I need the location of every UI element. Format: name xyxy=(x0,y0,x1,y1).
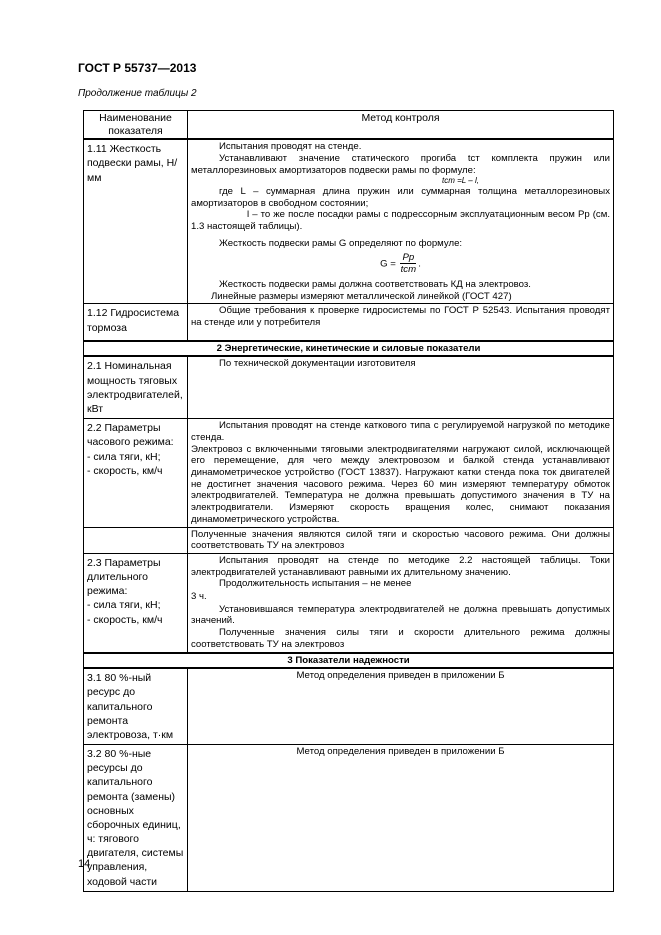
formula-fraction xyxy=(400,252,416,276)
method-text: Жесткость подвески рамы G определяют по формуле: xyxy=(219,237,463,249)
method-text: l – то же после посадки рамы с подрессорным эксплуатационным весом Pр (см. 1.3 настоящей таблицы). xyxy=(191,209,610,233)
method-text: Продолжительность испытания – не менее xyxy=(219,578,412,590)
column-header-method: Метод контроля xyxy=(188,111,614,140)
method-text: Полученные значения являются силой тяги и скоростью часового режима. Они должны соответствовать ТУ на электровоз xyxy=(191,528,610,552)
method-text: Метод определения приведен в приложении Б xyxy=(296,746,505,758)
document-header: ГОСТ Р 55737—2013 xyxy=(78,61,197,75)
method-text: Линейные размеры измеряют металлической линейкой (ГОСТ 427) xyxy=(211,290,512,302)
row-name-2-3 xyxy=(84,553,188,652)
formula-lhs: G = xyxy=(380,258,396,270)
table-row xyxy=(84,527,614,553)
row-name-1-12: 1.12 Гидросистема тормоза xyxy=(84,304,188,341)
table-row xyxy=(84,668,614,744)
section-row xyxy=(84,341,614,357)
table-row xyxy=(84,745,614,892)
formula-stiffness xyxy=(191,252,610,276)
row-name-3-2: 3.2 80 %-ные ресурсы до капитального ремонта (замены) основных сборочных единиц, ч: тягового двигателя, системы управления, ходовой части xyxy=(84,745,188,892)
method-text: Установившаяся температура электродвигателей не должна превышать допустимых значений. xyxy=(191,603,610,627)
row-name-empty xyxy=(84,527,188,553)
method-text: Общие требования к проверке гидросистемы по ГОСТ Р 52543. Испытания проводят на стенде или у потребителя xyxy=(191,305,610,329)
row-name-2-2 xyxy=(84,419,188,527)
row-name-sub: - сила тяги, кН; xyxy=(87,450,161,463)
row-method-2-3 xyxy=(188,553,614,652)
control-methods-table xyxy=(83,110,614,892)
method-text: 3 ч. xyxy=(191,591,207,603)
row-name-1-11: 1.11 Жесткость подвески рамы, Н/мм xyxy=(84,139,188,304)
table-row xyxy=(84,419,614,527)
row-name-title: 2.3 Параметры длительного режима: xyxy=(87,556,161,598)
method-text: По технической документации изготовителя xyxy=(219,358,416,370)
formula-numerator: Pр xyxy=(402,251,415,263)
table-row xyxy=(84,304,614,341)
row-method-2-2 xyxy=(188,419,614,527)
table-continuation-caption: Продолжение таблицы 2 xyxy=(78,88,197,99)
row-name-sub: - скорость, км/ч xyxy=(87,464,163,477)
row-method-2-1 xyxy=(188,356,614,418)
method-text: Жесткость подвески рамы должна соответствовать КД на электровоз. xyxy=(219,278,531,290)
row-name-2-1: 2.1 Номинальная мощность тяговых электродвигателей, кВт xyxy=(84,356,188,418)
row-method-3-1 xyxy=(188,668,614,744)
method-text: Испытания проводят на стенде каткового типа с регулируемой нагрузкой по методике стенда. xyxy=(191,420,610,443)
row-name-3-1: 3.1 80 %-ный ресурс до капитального ремонта электровоза, т·км xyxy=(84,668,188,744)
row-method-2-2-result xyxy=(188,527,614,553)
method-text: Испытания проводят на стенде. xyxy=(219,141,362,153)
method-text: Испытания проводят на стенде по методике 2.2 настоящей таблицы. Токи электродвигателей устанавливают равными их длительному значению. xyxy=(191,554,610,578)
method-text: Полученные значения силы тяги и скорости длительного режима должны соответствовать ТУ на электровоз xyxy=(191,627,610,650)
method-text: где L – суммарная длина пружин или суммарная толщина металлорезиновых амортизаторов в свободном состоянии; xyxy=(191,186,610,209)
column-header-name: Наименование показателя xyxy=(84,111,188,140)
section-title-3: 3 Показатели надежности xyxy=(84,653,614,669)
row-method-1-12 xyxy=(188,304,614,341)
formula-denominator: tст xyxy=(400,264,417,276)
table-row xyxy=(84,553,614,652)
table-row xyxy=(84,356,614,418)
section-title-2: 2 Энергетические, кинетические и силовые показатели xyxy=(84,341,614,357)
section-row xyxy=(84,653,614,669)
method-text: Устанавливают значение статического прогиба tст комплекта пружин или металлорезиновых амортизаторов подвески рамы по формуле: xyxy=(191,152,610,176)
row-method-1-11 xyxy=(188,139,614,304)
formula-end: . xyxy=(418,258,421,270)
formula-static-deflection: tст =L – l, xyxy=(442,176,479,186)
table-row xyxy=(84,139,614,304)
row-name-title: 2.2 Параметры часового режима: xyxy=(87,422,174,449)
method-text: Метод определения приведен в приложении Б xyxy=(296,670,505,682)
row-name-sub: - сила тяги, кН; xyxy=(87,599,161,612)
row-method-3-2 xyxy=(188,745,614,892)
page-number: 14 xyxy=(78,858,91,870)
row-name-sub: - скорость, км/ч xyxy=(87,613,163,626)
method-text: Электровоз с включенными тяговыми электродвигателями нагружают силой, исключающей его перемещение, для чего между электровозом и балкой стенда устанавливают динамометрическое устройство (ГОСТ 13837). Нагружают катки стенда пока ток двигателей не достигнет значения часового режима. Через 60 мин измеряют температуру обмоток электродвигателей. Температура не должна превышать допустимого значения в ТУ на электродвигатели. Измеряют скорость вращения колес, снимают показания динамометрического устройства. xyxy=(191,443,610,525)
